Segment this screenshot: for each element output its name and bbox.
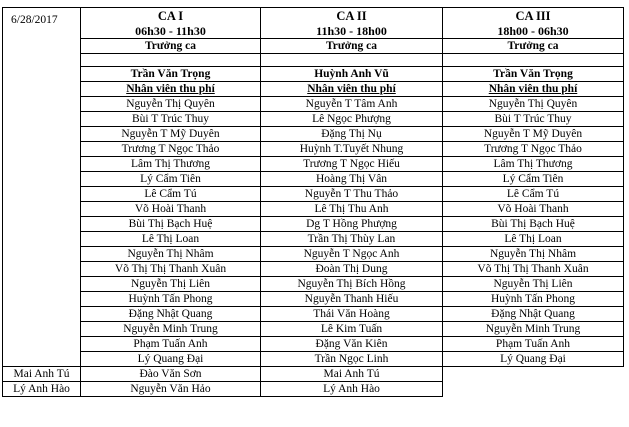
staff-row [3,322,624,337]
staff-row [3,202,624,217]
spacer-row [3,54,624,67]
staff-name: Lâm Thị Thương [443,157,624,172]
shift-time: 06h30 - 11h30 [135,23,206,38]
staff-name: Nguyễn Thanh Hiếu [261,292,443,307]
staff-name: Nguyễn Thị Bích Hồng [261,277,443,292]
staff-name: Trần Ngọc Linh [261,352,443,367]
staff-name: Lê Kim Tuấn [261,322,443,337]
staff-name: Lê Thị Loan [443,232,624,247]
staff-name: Võ Hoài Thanh [81,202,261,217]
staff-name: Huỳnh Tấn Phong [81,292,261,307]
shift-header-3 [443,8,624,39]
shift-leader: Trần Văn Trọng [81,67,261,82]
staff-name: Lâm Thị Thương [81,157,261,172]
staff-row [3,352,624,367]
staff-name: Đoàn Thị Dung [261,262,443,277]
staff-name: Phạm Tuấn Anh [443,337,624,352]
staff-name: Mai Anh Tú [3,367,81,382]
staff-name: Đặng Nhật Quang [81,307,261,322]
staff-name: Lê Cẩm Tú [443,187,624,202]
shift-name: CA III [515,8,551,23]
staff-row [3,157,624,172]
shift-time: 11h30 - 18h00 [316,23,387,38]
shift-leader: Trần Văn Trọng [443,67,624,82]
shift-schedule-body [3,8,624,397]
staff-name: Trương T Ngọc Thảo [443,142,624,157]
staff-row [3,307,624,322]
shift-header-2 [261,8,443,39]
staff-name: Lý Quang Đại [81,352,261,367]
staff-name: Trần Thị Thùy Lan [261,232,443,247]
staff-name: Huỳnh Tấn Phong [443,292,624,307]
staff-label: Nhân viên thu phí [443,82,624,97]
staff-name: Nguyễn Thị Nhâm [81,247,261,262]
staff-name: Bùi Thị Bạch Huệ [443,217,624,232]
staff-row [3,97,624,112]
staff-name: Nguyễn T Tâm Anh [261,97,443,112]
staff-row [3,187,624,202]
shift-leader: Huỳnh Anh Vũ [261,67,443,82]
schedule-date: 6/28/2017 [3,8,81,367]
staff-name: Nguyễn Minh Trung [443,322,624,337]
staff-name: Thái Văn Hoàng [261,307,443,322]
staff-name: Võ Thị Thị Thanh Xuân [81,262,261,277]
leader-row [3,67,624,82]
leader-label: Trưởng ca [261,39,443,54]
staff-name: Lý Quang Đại [443,352,624,367]
staff-name: Dg T Hồng Phượng [261,217,443,232]
shift-name: CA I [157,8,184,23]
staff-name: Lê Thị Thu Anh [261,202,443,217]
staff-name: Lê Cẩm Tú [81,187,261,202]
shift-time: 18h00 - 06h30 [497,23,569,38]
staff-row [3,232,624,247]
staff-name: Nguyễn Văn Hảo [81,382,261,397]
staff-name: Bùi T Trúc Thuy [81,112,261,127]
staff-row [3,247,624,262]
leader-label-row [3,39,624,54]
leader-label: Trưởng ca [81,39,261,54]
staff-name: Lý Cẩm Tiên [81,172,261,187]
staff-name: Phạm Tuấn Anh [81,337,261,352]
staff-name: Huỳnh T.Tuyết Nhung [261,142,443,157]
staff-name: Võ Hoài Thanh [443,202,624,217]
staff-name: Lê Thị Loan [81,232,261,247]
staff-name: Trương T Ngọc Thảo [81,142,261,157]
staff-name: Mai Anh Tú [261,367,443,382]
staff-name: Lý Anh Hào [261,382,443,397]
staff-name: Nguyễn Thị Liên [81,277,261,292]
staff-row [3,382,624,397]
staff-row [3,292,624,307]
staff-row [3,217,624,232]
shift-header-1 [81,8,261,39]
staff-name: Nguyễn Thị Liên [443,277,624,292]
staff-name: Võ Thị Thị Thanh Xuân [443,262,624,277]
staff-row [3,277,624,292]
leader-label: Trưởng ca [443,39,624,54]
staff-name: Lê Ngọc Phượng [261,112,443,127]
staff-name: Đặng Thị Nụ [261,127,443,142]
staff-name: Nguyễn T Mỹ Duyên [81,127,261,142]
empty-cell [443,54,624,67]
staff-label: Nhân viên thu phí [81,82,261,97]
staff-name: Nguyễn T Ngọc Anh [261,247,443,262]
staff-row [3,172,624,187]
staff-name: Nguyễn T Thu Thảo [261,187,443,202]
staff-row [3,367,624,382]
staff-row [3,262,624,277]
staff-name: Đào Văn Sơn [81,367,261,382]
shift-header-row [3,8,624,39]
staff-name: Lý Anh Hào [3,382,81,397]
empty-cell [81,54,261,67]
staff-name: Đặng Văn Kiên [261,337,443,352]
staff-row [3,337,624,352]
staff-name: Bùi Thị Bạch Huệ [81,217,261,232]
staff-label-row [3,82,624,97]
staff-name: Trương T Ngọc Hiếu [261,157,443,172]
staff-label: Nhân viên thu phí [261,82,443,97]
staff-name: Nguyễn Minh Trung [81,322,261,337]
shift-schedule-table [2,7,624,397]
staff-name: Nguyễn Thị Nhâm [443,247,624,262]
staff-row [3,142,624,157]
staff-name: Đặng Nhật Quang [443,307,624,322]
staff-name: Hoàng Thị Vân [261,172,443,187]
staff-name: Bùi T Trúc Thuy [443,112,624,127]
empty-cell [261,54,443,67]
staff-name: Nguyễn Thị Quyên [443,97,624,112]
staff-name: Nguyễn Thị Quyên [81,97,261,112]
staff-name: Lý Cẩm Tiên [443,172,624,187]
staff-row [3,127,624,142]
staff-name: Nguyễn T Mỹ Duyên [443,127,624,142]
shift-name: CA II [336,8,367,23]
staff-row [3,112,624,127]
